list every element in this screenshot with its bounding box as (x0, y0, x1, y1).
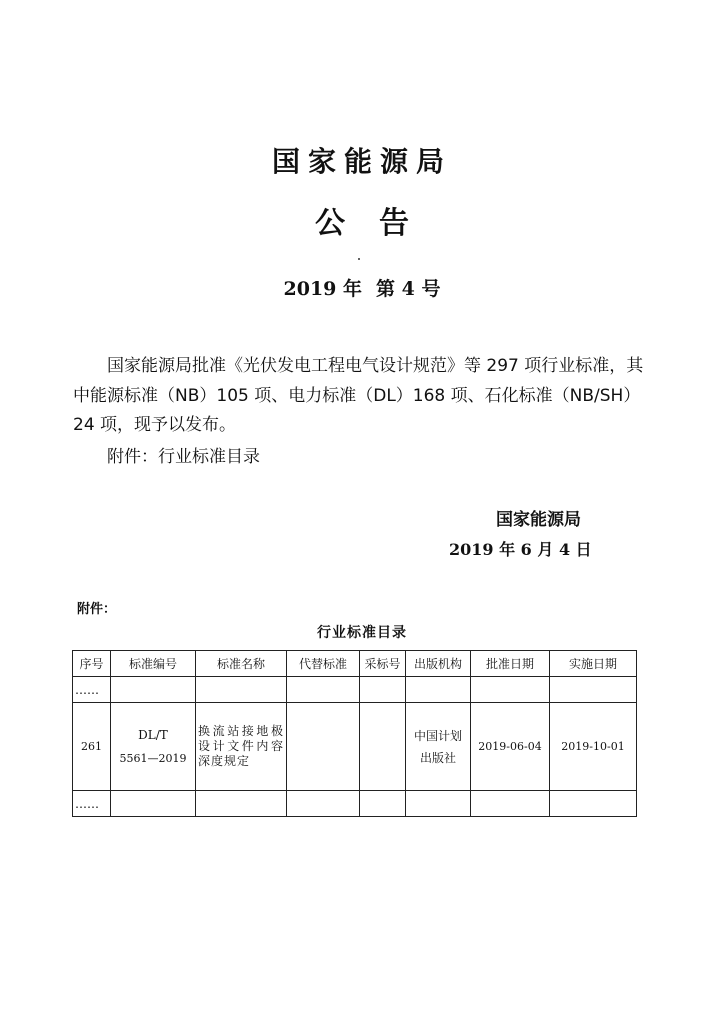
row-seq: 261 (73, 703, 111, 791)
std-no-code: 5561—2019 (119, 752, 187, 765)
publisher-line-1: 中国计划 (413, 728, 462, 743)
announcement-number (0, 274, 724, 301)
row-publisher (406, 703, 471, 791)
announcement-issue: 第 4 号 (376, 278, 441, 300)
table-row (73, 703, 637, 791)
table-row (73, 677, 637, 703)
col-header-approved: 批准日期 (471, 651, 550, 677)
col-header-adopted: 采标号 (360, 651, 406, 677)
col-header-replaces: 代替标准 (287, 651, 360, 677)
row-std-no (111, 703, 196, 791)
signature-date: 2019 年 6 月 4 日 (449, 540, 592, 559)
signature-org: 国家能源局 (496, 510, 581, 530)
standards-catalog-table (72, 650, 637, 817)
ellipsis-cell: …… (73, 791, 111, 817)
col-header-std-name: 标准名称 (196, 651, 287, 677)
announcement-paragraph: 国家能源局批准《光伏发电工程电气设计规范》等 297 项行业标准，其中能源标准（NB）105 项、电力标准（DL）168 项、石化标准（NB/SH）24 项，现予以发布。 (73, 356, 644, 435)
row-approved-date: 2019-06-04 (471, 703, 550, 791)
col-header-effective: 实施日期 (550, 651, 637, 677)
row-replaces (287, 703, 360, 791)
table-header-row (73, 651, 637, 677)
row-adopted (360, 703, 406, 791)
attachment-reference: 附件：行业标准目录 (107, 447, 260, 467)
publisher-line-2: 出版社 (419, 750, 456, 765)
table-row (73, 791, 637, 817)
col-header-std-no: 标准编号 (111, 651, 196, 677)
col-header-seq: 序号 (73, 651, 111, 677)
catalog-title: 行业标准目录 (317, 625, 407, 641)
announcement-year: 2019 年 (283, 278, 363, 300)
speck-mark (358, 258, 360, 260)
attachment-label: 附件： (77, 602, 117, 617)
row-std-name: 换流站接地极设计文件内容深度规定 (196, 703, 287, 791)
std-no-prefix: DL/T (138, 728, 168, 742)
col-header-publisher: 出版机构 (406, 651, 471, 677)
ellipsis-cell: …… (73, 677, 111, 703)
announcement-title: 公告 (315, 206, 443, 241)
issuing-authority-heading: 国家能源局 (271, 145, 452, 178)
announcement-body (73, 352, 655, 441)
row-effective-date: 2019-10-01 (550, 703, 637, 791)
